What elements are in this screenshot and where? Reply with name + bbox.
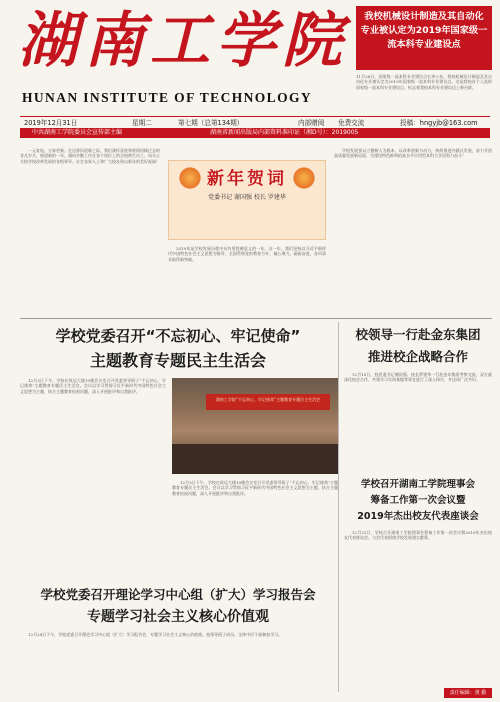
- leaders-article-text: 12月10日，校党委书记谢国强、校长罗建华一行赴金东集团考察交流，双方就深化校企合作、共建实习实训基地等事宜进行了深入探讨，并达成广泛共识。: [344, 372, 492, 383]
- greeting-title: 新年贺词: [207, 169, 287, 189]
- headline-box[interactable]: 我校机械设计制造及其自动化专业被认定为2019年国家级一流本科专业建设点: [356, 6, 492, 70]
- section-divider: [20, 318, 492, 319]
- council-article-title-2[interactable]: 筹备工作第一次会议暨: [370, 495, 466, 506]
- right-article-text: 学校发展要以立德树人为根本，以改革创新为动力，持续推进内涵式发展，奋力开创高质量发展新局面，为建设特色鲜明的高水平应用型本科大学而努力奋斗！: [334, 148, 492, 159]
- issue-weekday: 星期二: [132, 119, 152, 127]
- permit-text: 湖南省新闻出版局内部资料准印证（湘D号）：2019005: [210, 129, 359, 136]
- greeting-text: 2019年是学校发展历程中具有里程碑意义的一年。这一年，我们坚持以习近平新时代中国特色社会主义思想为指导，全面贯彻党的教育方针，凝心聚力、砥砺奋进，各项事业取得新突破。: [168, 246, 326, 262]
- study-article-title-1[interactable]: 学校党委召开理论学习中心组（扩大）学习报告会: [40, 587, 316, 602]
- party-article-text-continued: 12月3日下午，学校在致远大楼10楼会议室召开党委领导班子“不忘初心、牢记使命”主题教育专题民主生活会。会议以学习贯彻习近平新时代中国特色社会主义思想为主题，结合主题教育检视问题，深入开展批评和自我批评。: [172, 480, 338, 496]
- study-article-title-2[interactable]: 专题学习社会主义核心价值观: [87, 609, 269, 625]
- newspaper-title: 湖南工学院: [18, 6, 348, 76]
- leaders-article-title-1[interactable]: 校领导一行赴金东集团: [355, 327, 481, 342]
- council-article-text: 12月21日，学校召开湖南工学院理事会筹备工作第一次会议暨2019年杰出校友代表座谈会。与会代表围绕学校发展建言献策。: [344, 530, 492, 541]
- newspaper-title-english: HUNAN INSTITUTE OF TECHNOLOGY: [22, 90, 313, 105]
- publisher-bar: [20, 128, 490, 138]
- meeting-photo: [172, 378, 338, 474]
- issue-info-bar: [20, 116, 490, 128]
- contact-email[interactable]: 投稿：hngyjb@163.com: [400, 119, 478, 127]
- meeting-banner-text: 湖南工学院“不忘初心、牢记使命”主题教育专题民主生活会: [215, 397, 321, 402]
- study-article-text: 12月24日下午，学校党委召开理论学习中心组（扩大）学习报告会，专题学习社会主义核心价值观。校领导班子成员、全体中层干部参加学习。: [28, 632, 283, 637]
- masthead: [0, 0, 500, 120]
- party-article-title-2[interactable]: 主题教育专题民主生活会: [89, 351, 266, 370]
- column-divider: [338, 322, 339, 692]
- new-year-greeting-box: [168, 160, 326, 240]
- headline-box-text: 11月28日，国家级一流本科专业建设点名单公布，我校机械设计制造及其自动化专业被认定为2019年国家级一流本科专业建设点。这是我校首个入选的国家级一流本科专业建设点，标志着我校本科专业建设迈上新台阶。: [356, 74, 492, 90]
- party-article-text: 12月3日下午，学校在致远大楼10楼会议室召开党委领导班子“不忘初心、牢记使命”主题教育专题民主生活会。会议以学习贯彻习近平新时代中国特色社会主义思想为主题，结合主题教育检视问题，深入开展批评和自我批评。: [20, 378, 166, 394]
- editor-credit: 责任编辑：黄 勤: [444, 688, 492, 698]
- greeting-signature: 党委书记 谢国强 校长 罗建华: [208, 194, 286, 201]
- internal-label: 内部赠阅: [298, 119, 325, 127]
- left-article-text: 一元复始，万象更新。在这辞旧迎新之际，我们满怀喜悦和豪情回顾过去的非凡岁月，展望新的一年。谨向辛勤工作在各个岗位上的全校师生员工，向关心支持学校改革发展的各级领导、社会各界人士和广大校友致以新年的美好祝福！: [20, 148, 160, 164]
- meeting-table: [172, 444, 338, 474]
- council-article-title-1[interactable]: 学校召开湖南工学院理事会: [360, 479, 475, 490]
- sponsor-text: 中共湖南工学院委员会宣传部主编: [32, 129, 123, 136]
- issue-number: 第七期（总第134期）: [178, 119, 244, 127]
- leaders-article-title-2[interactable]: 推进校企战略合作: [367, 349, 468, 364]
- council-article-title-3[interactable]: 2019年杰出校友代表座谈会: [357, 511, 479, 522]
- party-article-title-1[interactable]: 学校党委召开“不忘初心、牢记使命”: [55, 327, 301, 345]
- issue-date: 2019年12月31日: [24, 119, 78, 127]
- free-label: 免费交流: [338, 119, 365, 127]
